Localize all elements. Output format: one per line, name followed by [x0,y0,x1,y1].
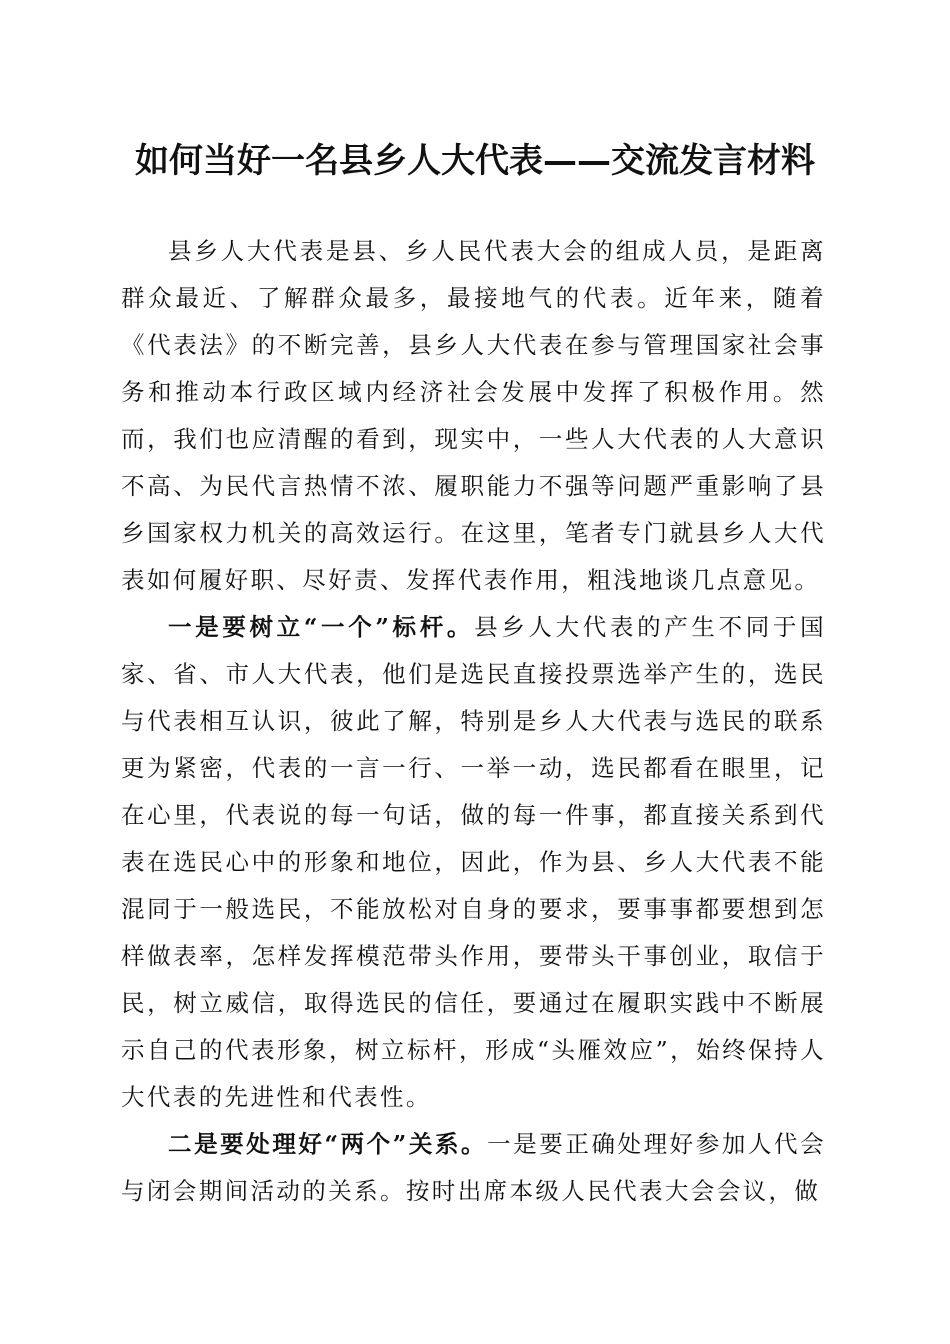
paragraph-lead: 二是要处理好“两个”关系。 [168,1130,488,1158]
point-one-paragraph [121,604,826,1121]
paragraph-lead: 一是要树立“一个”标杆。 [168,613,475,641]
paragraph-text: 县乡人大代表的产生不同于国家、省、市人大代表，他们是选民直接投票选举产生的，选民与代表相互认识，彼此了解，特别是乡人大代表与选民的联系更为紧密，代表的一言一行、一举一动，选民都看在眼里，记在心里，代表说的每一句话，做的每一件事，都直接关系到代表在选民心中的形象和地位，因此，作为县、乡人大代表不能混同于一般选民，不能放松对自身的要求，要事事都要想到怎样做表率，怎样发挥模范带头作用，要带头干事创业，取信于民，树立威信，取得选民的信任，要通过在履职实践中不断展示自己的代表形象，树立标杆，形成“头雁效应”，始终保持人大代表的先进性和代表性。 [121,613,826,1111]
paragraph-text: 县乡人大代表是县、乡人民代表大会的组成人员，是距离群众最近、了解群众最多，最接地气的代表。近年来，随着《代表法》的不断完善，县乡人大代表在参与管理国家社会事务和推动本行政区域内经济社会发展中发挥了积极作用。然而，我们也应清醒的看到，现实中，一些人大代表的人大意识不高、为民代言热情不浓、履职能力不强等问题严重影响了县乡国家权力机关的高效运行。在这里，笔者专门就县乡人大代表如何履好职、尽好责、发挥代表作用，粗浅地谈几点意见。 [121,237,826,594]
intro-paragraph [121,228,826,604]
document-body [121,228,826,1215]
document-title: 如何当好一名县乡人大代表——交流发言材料 [135,141,815,181]
point-two-paragraph [121,1121,826,1215]
paragraph-text: 一是要正确处理好参加人代会与闭会期间活动的关系。按时出席本级人民代表大会会议，做 [121,1130,826,1205]
